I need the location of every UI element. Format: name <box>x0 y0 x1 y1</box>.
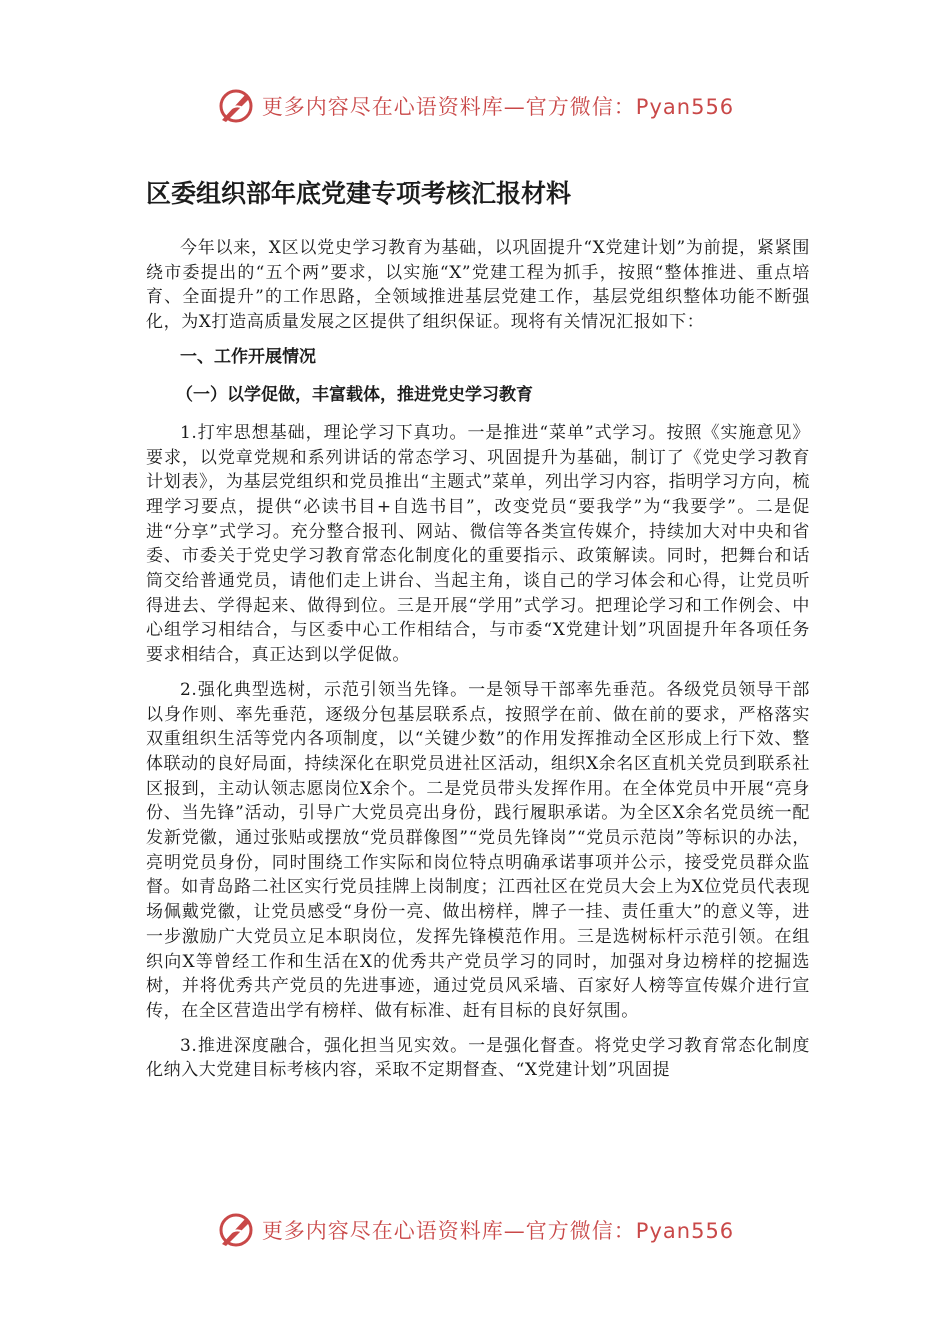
subsection-heading: （一）以学促做，丰富载体，推进党史学习教育 <box>176 384 533 405</box>
pen-circle-logo-icon <box>216 1210 256 1250</box>
watermark-header <box>0 84 950 128</box>
pen-circle-logo-icon <box>216 86 256 126</box>
paragraph-3: 3.推进深度融合，强化担当见实效。一是强化督查。将党史学习教育常态化制度化纳入大党建目标考核内容，采取不定期督查、“X党建计划”巩固提 <box>146 1035 810 1081</box>
watermark-footer <box>0 1208 950 1252</box>
paragraph-2: 2.强化典型选树，示范引领当先锋。一是领导干部率先垂范。各级党员领导干部以身作则、率先垂范，逐级分包基层联系点，按照学在前、做在前的要求，严格落实双重组织生活等党内各项制度，以“关键少数”的作用发挥推动全区形成上行下效、整体联动的良好局面，持续深化在职党员进社区活动，组织X余名区直机关党员到联系社区报到，主动认领志愿岗位X余个。二是党员带头发挥作用。在全体党员中开展“亮身份、当先锋”活动，引导广大党员亮出身份，践行履职承诺。为全区X余名党员统一配发新党徽，通过张贴或摆放“党员群像图”“党员先锋岗”“党员示范岗”等标识的办法，亮明党员身份，同时围绕工作实际和岗位特点明确承诺事项并公示，接受党员群众监督。如青岛路二社区实行党员挂牌上岗制度；江西社区在党员大会上为X位党员代表现场佩戴党徽，让党员感受“身份一亮、做出榜样，牌子一挂、责任重大”的意义等，进一步激励广大党员立足本职岗位，发挥先锋模范作用。三是选树标杆示范引领。在组织向X等曾经工作和生活在X的优秀共产党员学习的同时，加强对身边榜样的挖掘选树，并将优秀共产党员的先进事迹，通过党员风采墙、百家好人榜等宣传媒介进行宣传，在全区营造出学有榜样、做有标准、赶有目标的良好氛围。 <box>146 679 810 1021</box>
watermark-text: 更多内容尽在心语资料库—官方微信：Pyan556 <box>261 95 735 119</box>
watermark-text: 更多内容尽在心语资料库—官方微信：Pyan556 <box>261 1219 735 1243</box>
document-body <box>146 176 810 1093</box>
section-heading: 一、工作开展情况 <box>180 346 316 367</box>
intro-paragraph: 今年以来，X区以党史学习教育为基础，以巩固提升“X党建计划”为前提，紧紧围绕市委提出的“五个两”要求，以实施“X”党建工程为抓手，按照“整体推进、重点培育、全面提升”的工作思路，全领域推进基层党建工作，基层党组织整体功能不断强化，为X打造高质量发展之区提供了组织保证。现将有关情况汇报如下： <box>146 238 810 333</box>
paragraph-1: 1.打牢思想基础，理论学习下真功。一是推进“菜单”式学习。按照《实施意见》要求，以党章党规和系列讲话的常态学习、巩固提升为基础，制订了《党史学习教育计划表》，为基层党组织和党员推出“主题式”菜单，列出学习内容，指明学习方向，梳理学习要点，提供“必读书目+自选书目”，改变党员“要我学”为“我要学”。二是促进“分享”式学习。充分整合报刊、网站、微信等各类宣传媒介，持续加大对中央和省委、市委关于党史学习教育常态化制度化的重要指示、政策解读。同时，把舞台和话筒交给普通党员，请他们走上讲台、当起主角，谈自己的学习体会和心得，让党员听得进去、学得起来、做得到位。三是开展“学用”式学习。把理论学习和工作例会、中心组学习相结合，与区委中心工作相结合，与市委“X党建计划”巩固提升年各项任务要求相结合，真正达到以学促做。 <box>146 422 810 666</box>
document-title: 区委组织部年底党建专项考核汇报材料 <box>146 179 572 208</box>
